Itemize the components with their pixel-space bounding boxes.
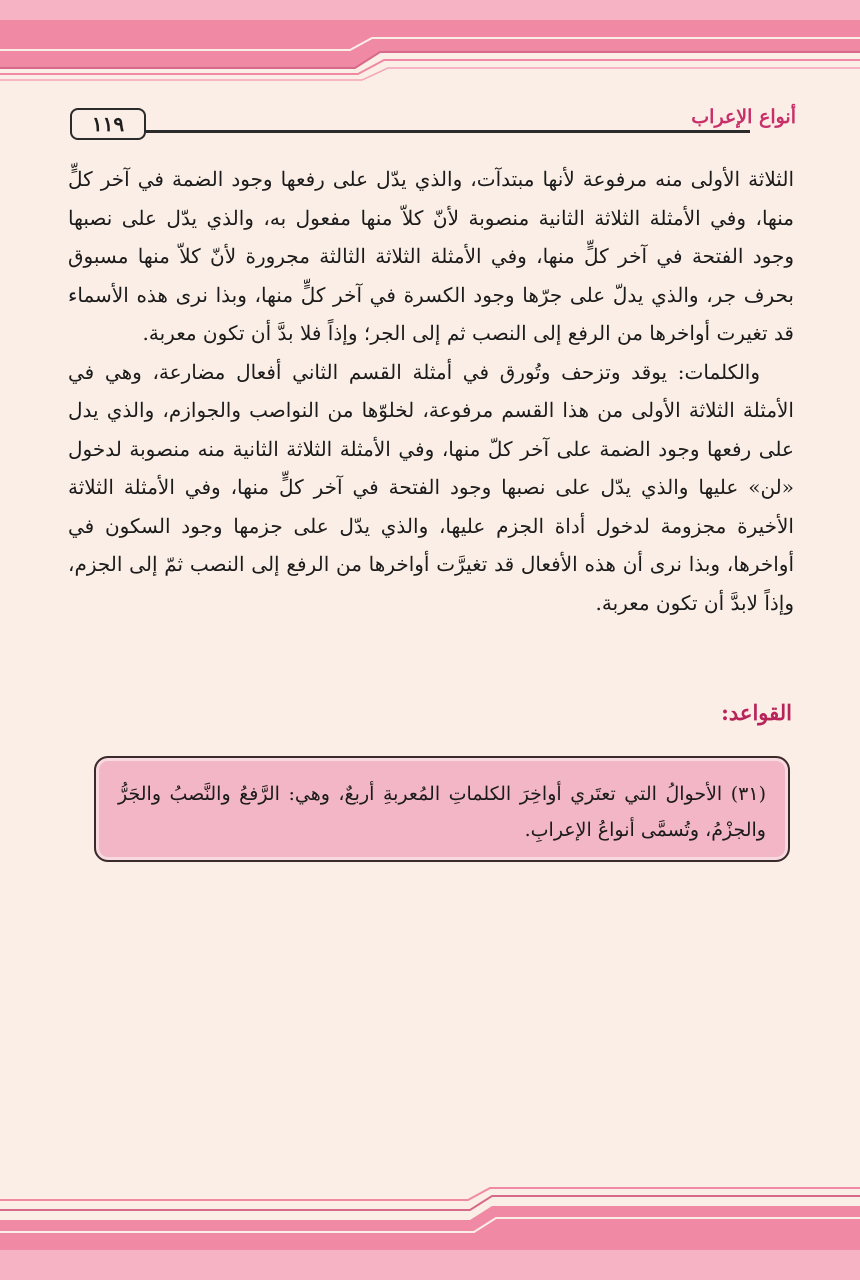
running-header	[66, 104, 796, 144]
rule-text: (٣١) الأحوالُ التي تعتَري أواخِرَ الكلماتِ المُعربةِ أربعٌ، وهي: الرَّفعُ والنَّصبُ والجَرُّ والجزْمُ، وتُسمَّى أنواعُ الإعرابِ.	[118, 783, 766, 841]
rule-box	[94, 756, 790, 862]
section-title: أنواع الإعراب	[691, 106, 796, 128]
header-rule	[146, 130, 750, 133]
bottom-decorative-band	[0, 1180, 860, 1280]
page-number: ١١٩	[70, 108, 146, 140]
paragraph-2: والكلمات: يوقد وتزحف وتُورق في أمثلة القسم الثاني أفعال مضارعة، وهي في الأمثلة الثلاثة الأولى من هذا القسم مرفوعة، لخلوّها من النواصب والجوازم، والذي يدل على رفعها وجود الضمة على آخر كلّ منها، وفي الأمثلة الثلاثة الثانية منه منصوبة لدخول «لن» عليها والذي يدّل على نصبها وجود الفتحة في آخر كلٍّ منها، وفي الأمثلة الثلاثة الأخيرة مجزومة لدخول أداة الجزم عليها، والذي يدّل على جزمها وجود السكون في أواخرها، وبذا نرى أن هذه الأفعال قد تغيرَّت أواخرها من الرفع إلى النصب ثمّ إلى الجزم، وإذاً لابدَّ أن تكون معربة.	[68, 359, 795, 615]
paragraph-1: الثلاثة الأولى منه مرفوعة لأنها مبتدآت، والذي يدّل على رفعها وجود الضمة في آخر كلٍّ منها، وفي الأمثلة الثلاثة الثانية منصوبة لأنّ كلاّ منها مفعول به، والذي يدّل على نصبها وجود الفتحة في آخر كلٍّ منها، وفي الأمثلة الثلاثة الثالثة مجرورة لأنّ كلاّ منها مسبوق بحرف جر، والذي يدلّ على جرّها وجود الكسرة في آخر كلٍّ منها، وبذا نرى هذه الأسماء قد تغيرت أواخرها من الرفع إلى النصب ثم إلى الجر؛ وإذاً فلا بدَّ أن تكون معربة.	[68, 167, 795, 345]
top-decorative-band	[0, 0, 860, 95]
rules-heading: القواعد:	[721, 700, 792, 725]
body-text	[68, 160, 794, 622]
